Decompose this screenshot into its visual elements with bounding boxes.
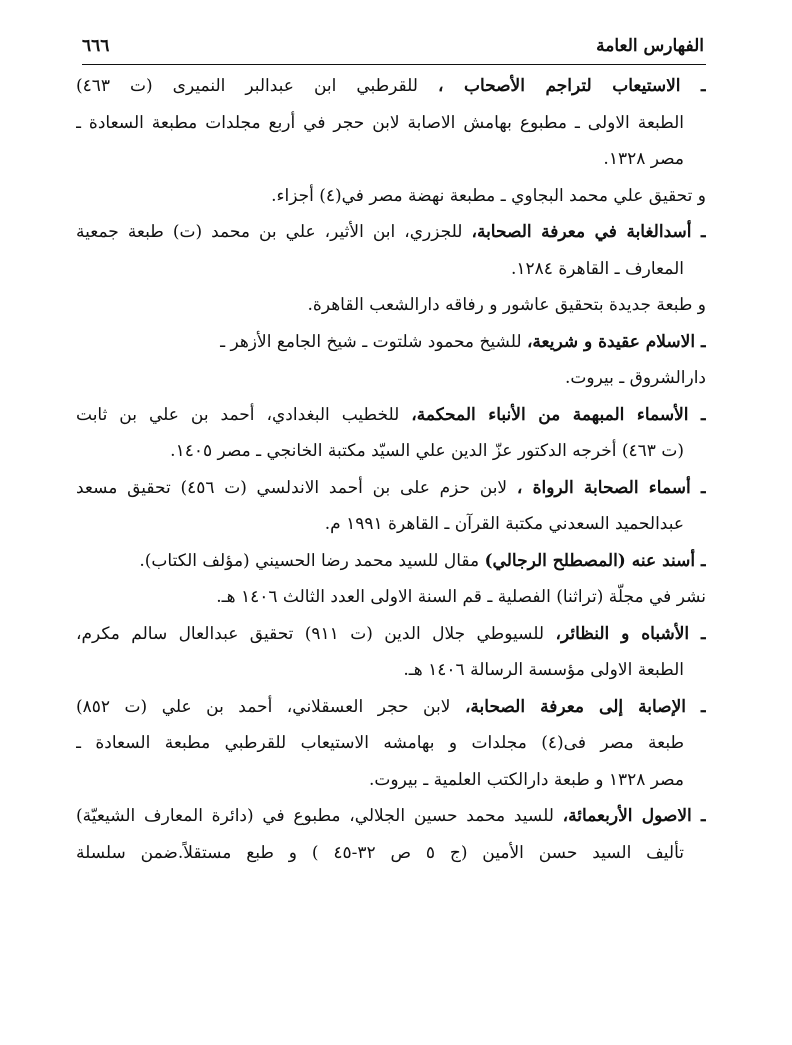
page-header (82, 26, 704, 56)
entry-text: طبعة مصر فى(٤) مجلدات و بهامشه الاستيعاب للقرطبي مطبعة السعادة ـ (76, 733, 684, 753)
entry-text: المعارف ـ القاهرة ١٢٨٤. (510, 258, 684, 279)
text-line (76, 616, 706, 653)
entry-text: تأليف السيد حسن الأمين (ج ٥ ص ٣٢-٤٥ ) و طبع مستقلاً.ضمن سلسلة (76, 842, 684, 863)
section-title: الفهارس العامة (596, 36, 704, 56)
text-line (76, 141, 706, 178)
text-line (76, 725, 706, 762)
entry-text: مصر ١٣٢٨. (603, 149, 684, 169)
text-line (76, 251, 706, 288)
text-line (76, 68, 706, 105)
entry-text: و طبعة جديدة بتحقيق عاشور و رفاقه دارالشعب القاهرة. (307, 295, 706, 315)
text-line (76, 397, 706, 434)
text-line (76, 214, 706, 251)
text-line (76, 579, 706, 616)
text-line (76, 835, 706, 872)
entry-text: الطبعة الاولى مؤسسة الرسالة ١٤٠٦ هـ. (403, 660, 684, 680)
header-divider (82, 64, 706, 65)
entry-text: مصر ١٣٢٨ و طبعة دارالكتب العلمية ـ بيروت. (368, 769, 684, 790)
entry-title: ـ أسماء الصحابة الرواة ، (516, 477, 706, 498)
entry-text: للشيخ محمود شلتوت ـ شيخ الجامع الأزهر ـ (220, 331, 527, 352)
page-number: ٦٦٦ (82, 36, 110, 56)
text-line (76, 798, 706, 835)
entry-title: ـ الاسلام عقيدة و شريعة، (526, 331, 706, 352)
entry-text: (ت ٤٦٣) أخرجه الدكتور عزّ الدين علي السيّد مكتبة الخانجي ـ مصر ١٤٠٥. (170, 441, 684, 461)
entry-title: ـ الإصابة إلى معرفة الصحابة، (464, 696, 706, 717)
entry-text: للسيد محمد حسين الجلالي، مطبوع في (دائرة المعارف الشيعيّة) (76, 806, 563, 826)
text-line (76, 652, 706, 689)
entry-text: للجزري، ابن الأثير، علي بن محمد (ت) طبعة جمعية (76, 222, 472, 242)
entry-title: ـ الأشباه و النظائر، (555, 623, 706, 644)
text-line (76, 324, 706, 361)
entry-text: و تحقيق علي محمد البجاوي ـ مطبعة نهضة مصر في(٤) أجزاء. (271, 185, 706, 206)
entry-text: لابن حجر العسقلاني، أحمد بن علي (ت ٨٥٢) (76, 696, 465, 717)
text-line (76, 433, 706, 470)
entry-text: نشر في مجلّة (تراثنا) الفصلية ـ قم السنة الاولى العدد الثالث ١٤٠٦ هـ. (216, 587, 706, 607)
entry-text: للخطيب البغدادي، أحمد بن علي بن ثابت (76, 404, 412, 425)
text-line (76, 287, 706, 324)
entry-text: مقال للسيد محمد رضا الحسيني (مؤلف الكتاب). (139, 550, 485, 571)
entry-text: الطبعة الاولى ـ مطبوع بهامش الاصابة لابن حجر في أربع مجلدات مطبعة السعادة ـ (76, 112, 684, 133)
text-line (76, 360, 706, 397)
entry-text: عبدالحميد السعدني مكتبة القرآن ـ القاهرة ١٩٩١ م. (324, 514, 684, 534)
entry-title: ـ الاستيعاب لتراجم الأصحاب ، (437, 76, 706, 96)
text-line (76, 543, 706, 580)
text-line (76, 105, 706, 142)
bibliography-list (76, 68, 706, 871)
text-line (76, 178, 706, 215)
entry-title: ـ الأسماء المبهمة من الأنباء المحكمة، (411, 404, 706, 425)
text-line (76, 506, 706, 543)
text-line (76, 470, 706, 507)
entry-text: لابن حزم على بن أحمد الاندلسي (ت ٤٥٦) تحقيق مسعد (76, 477, 517, 498)
entry-text: للسيوطي جلال الدين (ت ٩١١) تحقيق عبدالعال سالم مكرم، (76, 623, 556, 644)
entry-title: ـ أسدالغابة في معرفة الصحابة، (471, 222, 706, 242)
text-line (76, 762, 706, 799)
entry-text: دارالشروق ـ بيروت. (565, 368, 706, 388)
text-line (76, 689, 706, 726)
entry-title: ـ الاصول الأربعمائة، (562, 806, 706, 826)
entry-text: للقرطبي ابن عبدالبر النميرى (ت ٤٦٣) (76, 76, 438, 96)
entry-title: ـ أسند عنه (المصطلح الرجالي) (484, 550, 706, 571)
